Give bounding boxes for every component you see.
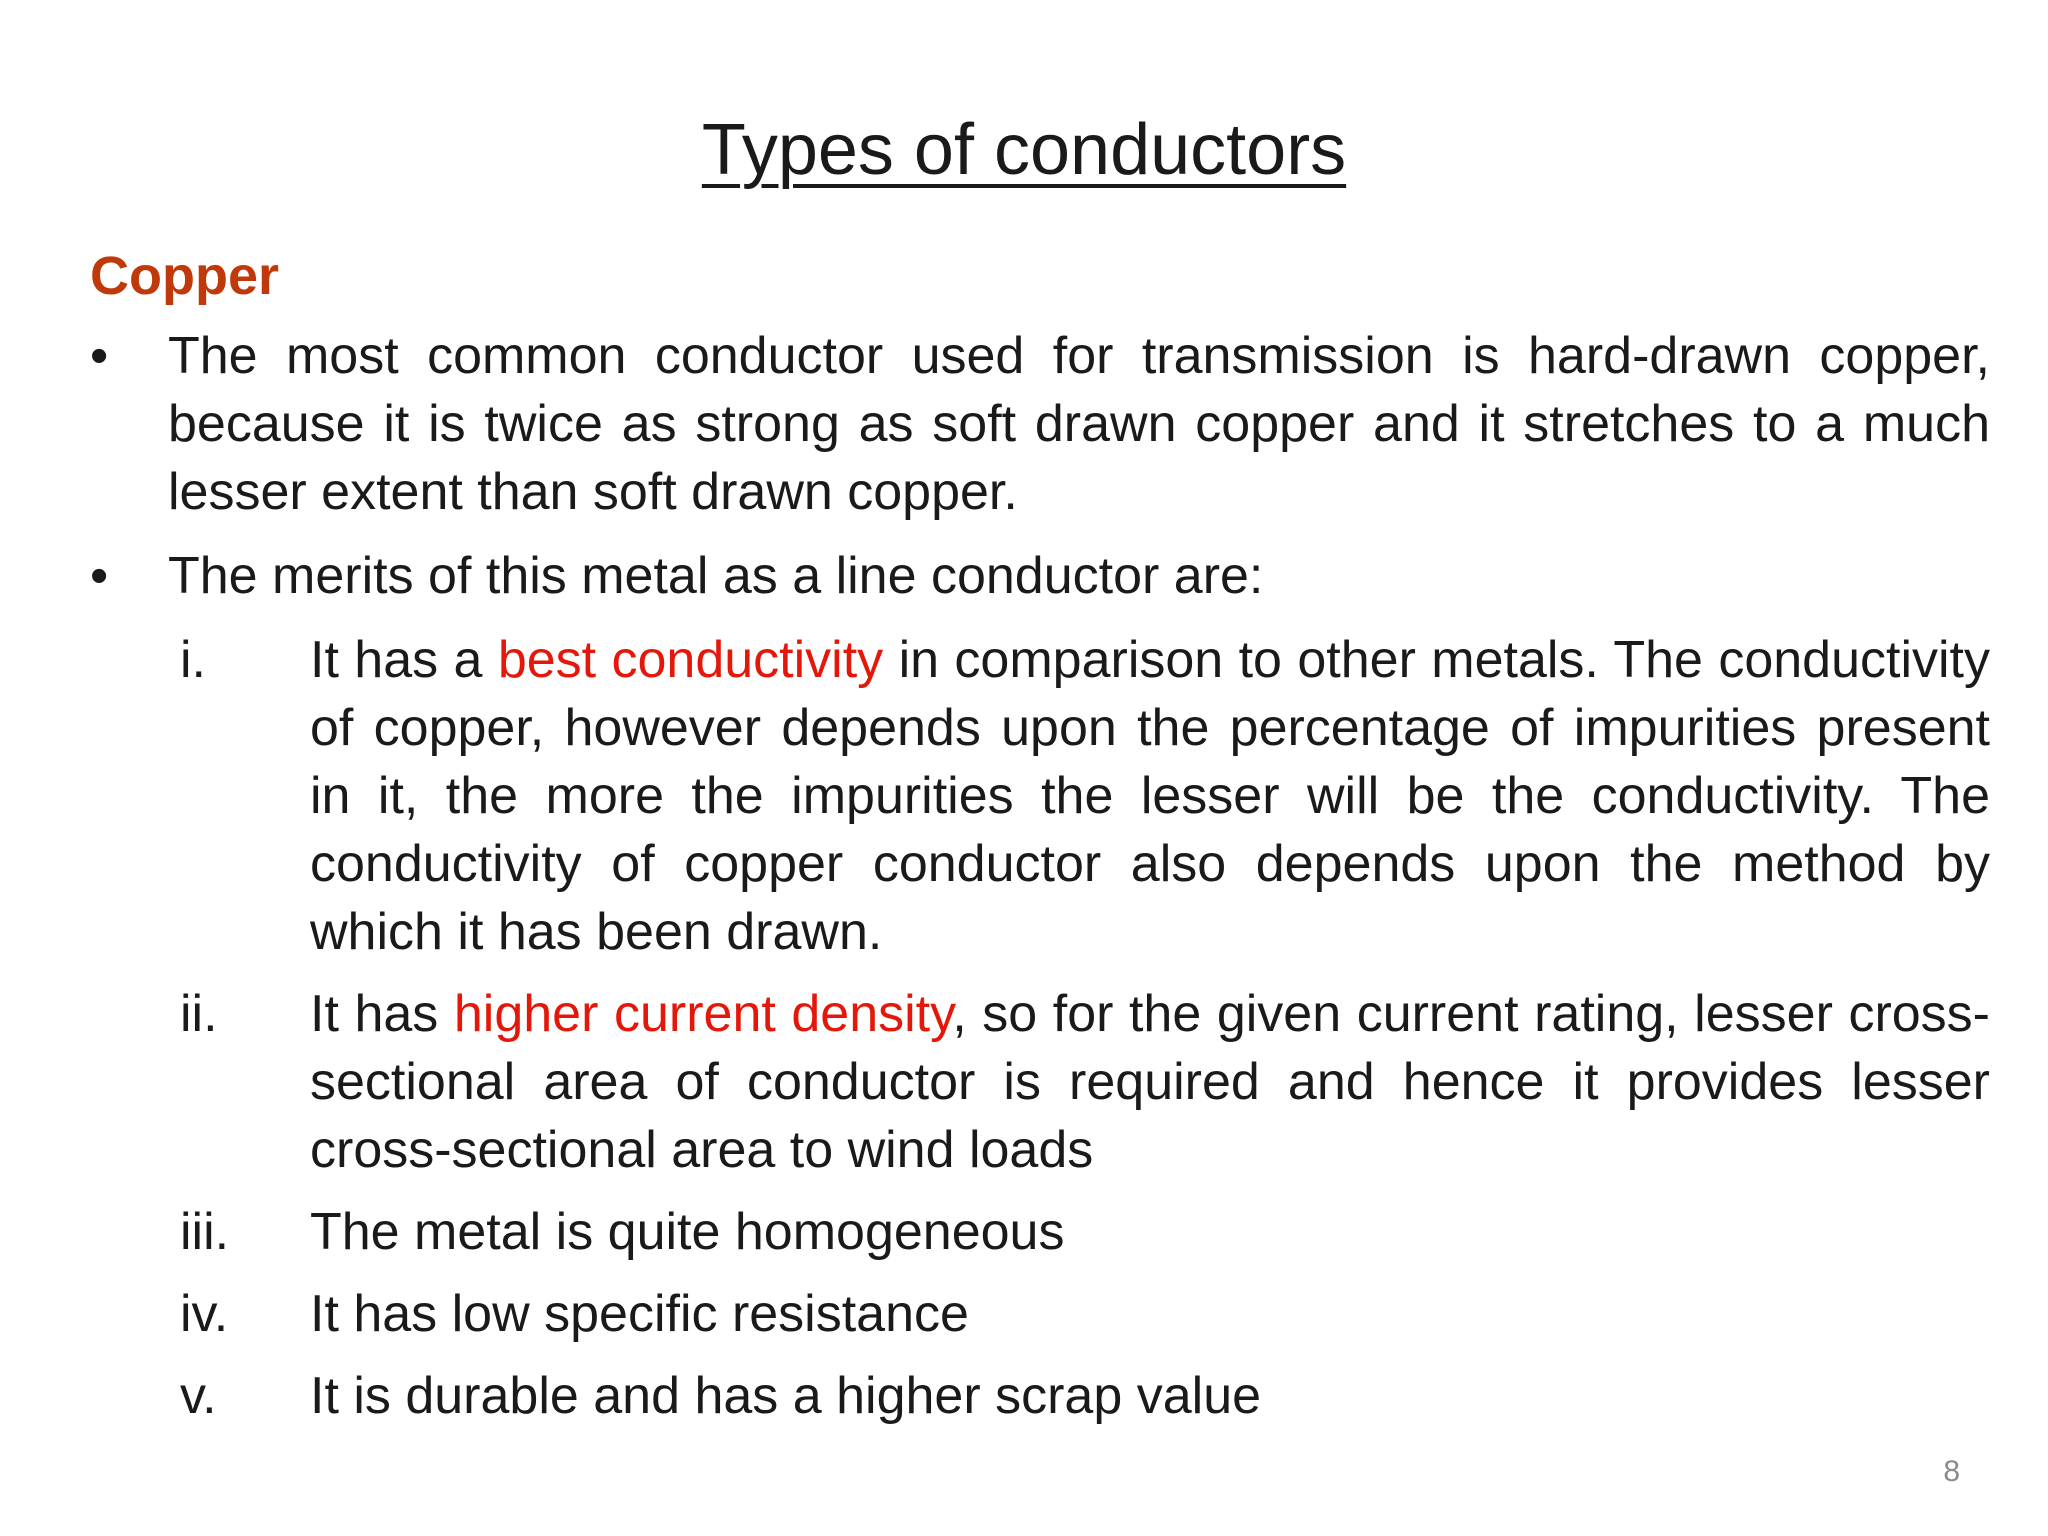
merit-item: [180, 980, 1990, 1184]
bullet-text: The merits of this metal as a line conductor are:: [168, 547, 1264, 605]
bullet-item: [90, 542, 1990, 610]
bullet-icon: •: [90, 547, 109, 605]
merit-highlight: best conductivity: [497, 631, 884, 689]
merit-item: [180, 1362, 1990, 1430]
section-heading-copper: Copper: [90, 246, 279, 306]
merits-list: [180, 626, 1990, 1430]
merit-text: It is durable and has a higher scrap value: [310, 1367, 1262, 1425]
merit-text: [310, 626, 1990, 966]
merit-text: [310, 980, 1990, 1184]
merit-number: iv.: [180, 1285, 229, 1343]
merit-number: v.: [180, 1367, 217, 1425]
bullet-text: The most common conductor used for transmission is hard-drawn copper, because it is twice as strong as soft drawn copper and it stretches to a much lesser extent than soft drawn copper.: [168, 327, 1990, 521]
merit-item: [180, 1280, 1990, 1348]
merit-item: [180, 1198, 1990, 1266]
merit-text: It has low specific resistance: [310, 1285, 969, 1343]
slide-title-text: Types of conductors: [701, 110, 1347, 190]
slide-content: [90, 322, 1990, 1444]
bullet-item: [90, 322, 1990, 526]
merit-highlight: higher current density: [453, 985, 953, 1043]
merit-item: [180, 626, 1990, 966]
merit-number: ii.: [180, 985, 218, 1043]
merit-number: i.: [180, 631, 206, 689]
merit-number: iii.: [180, 1203, 230, 1261]
merit-text-post: in comparison to other metals. The conductivity of copper, however depends upon the percentage of impurities present in it, the more the impurities the lesser will be the conductivity. The conductivity of copper conductor also depends upon the method by which it has been drawn.: [310, 631, 1990, 961]
page-number: 8: [1943, 1455, 1960, 1488]
merit-text-pre: It has: [310, 985, 454, 1043]
merit-text-pre: It has a: [310, 631, 498, 689]
bullet-icon: •: [90, 327, 109, 385]
slide-title: [0, 108, 2048, 192]
merit-text-post: , so for the given current rating, lesser cross-sectional area of conductor is required and hence it provides lesser cross-sectional area to wind loads: [310, 985, 1990, 1179]
merit-text: The metal is quite homogeneous: [310, 1203, 1065, 1261]
